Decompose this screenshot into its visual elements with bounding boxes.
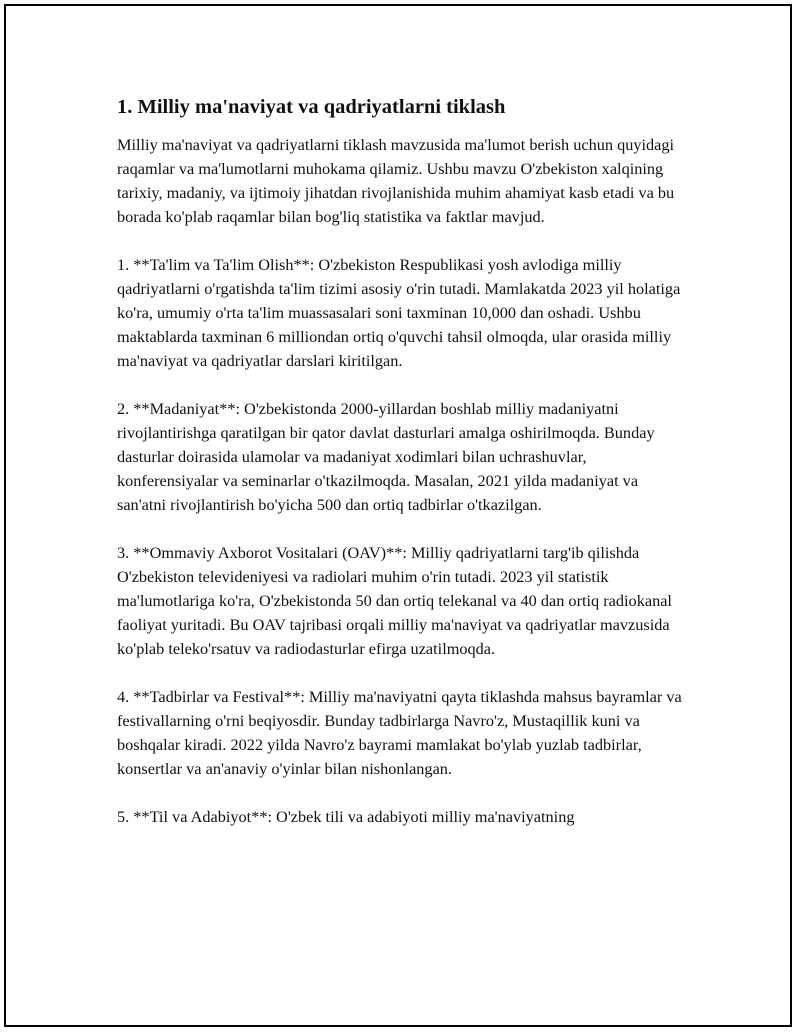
document-body	[117, 94, 687, 853]
section-heading: 1. Milliy ma'naviyat va qadriyatlarni tiklash	[117, 96, 506, 118]
paragraph-culture: 2. **Madaniyat**: O'zbekistonda 2000-yillardan boshlab milliy madaniyatni rivojlantirishga qaratilgan bir qator davlat dasturlari amalga oshirilmoqda. Bunday dasturlar doirasida ulamolar va madaniyat xodimlari bilan uchrashuvlar, konferensiyalar va seminarlar o'tkazilmoqda. Masalan, 2021 yilda madaniyat va san'atni rivojlantirish bo'yicha 500 dan ortiq tadbirlar o'tkazilgan.	[117, 399, 655, 514]
paragraph-media: 3. **Ommaviy Axborot Vositalari (OAV)**: Milliy qadriyatlarni targ'ib qilishda O'zbekiston televideniyesi va radiolari muhim o'rin tutadi. 2023 yil statistik ma'lumotlariga ko'ra, O'zbekistonda 50 dan ortiq telekanal va 40 dan ortiq radiokanal faoliyat yuritadi. Bu OAV tajribasi orqali milliy ma'naviyat va qadriyatlar mavzusida ko'plab teleko'rsatuv va radiodasturlar efirga uzatilmoqda.	[117, 543, 672, 658]
intro-paragraph: Milliy ma'naviyat va qadriyatlarni tiklash mavzusida ma'lumot berish uchun quyidagi raqamlar va ma'lumotlarni muhokama qilamiz. Ushbu mavzu O'zbekiston xalqining tarixiy, madaniy, va ijtimoiy jihatdan rivojlanishida muhim ahamiyat kasb etadi va bu borada ko'plab raqamlar bilan bog'liq statistika va faktlar mavjud.	[117, 135, 675, 226]
paragraph-education: 1. **Ta'lim va Ta'lim Olish**: O'zbekiston Respublikasi yosh avlodiga milliy qadriyatlarni o'rgatishda ta'lim tizimi asosiy o'rin tutadi. Mamlakatda 2023 yil holatiga ko'ra, umumiy o'rta ta'lim muassasalari soni taxminan 10,000 dan oshadi. Ushbu maktablarda taxminan 6 milliondan ortiq o'quvchi tahsil olmoqda, ular orasida milliy ma'naviyat va qadriyatlar darslari kiritilgan.	[117, 255, 681, 370]
paragraph-festivals: 4. **Tadbirlar va Festival**: Milliy ma'naviyatni qayta tiklashda mahsus bayramlar va festivallarning o'rni beqiyosdir. Bunday tadbirlarga Navro'z, Mustaqillik kuni va boshqalar kiradi. 2022 yilda Navro'z bayrami mamlakat bo'ylab yuzlab tadbirlar, konsertlar va an'anaviy o'yinlar bilan nishonlangan.	[117, 687, 682, 778]
paragraph-language: 5. **Til va Adabiyot**: O'zbek tili va adabiyoti milliy ma'naviyatning	[117, 807, 575, 826]
